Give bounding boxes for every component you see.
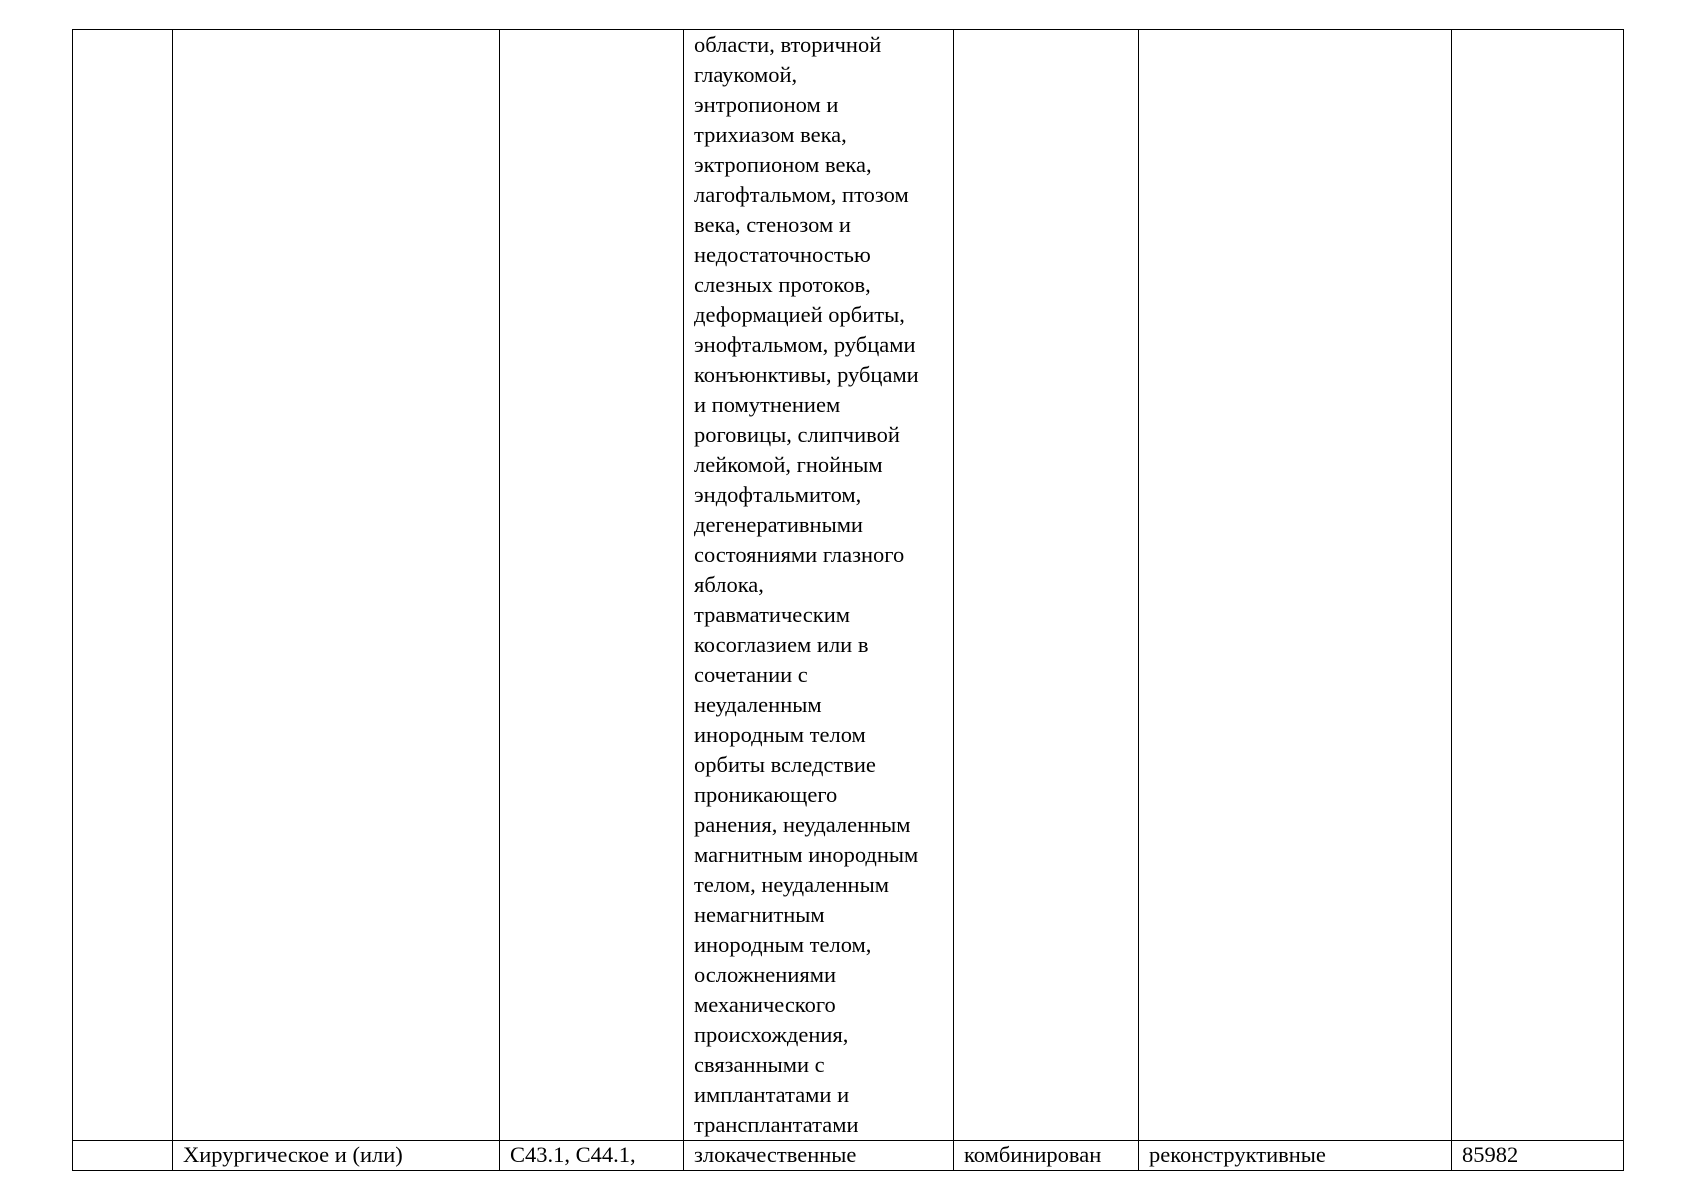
cell-patient-model [684,30,954,1141]
cell-cost [1452,30,1624,1141]
text-line: роговицы, слипчивой [694,422,900,447]
text-line: энтропионом и [694,92,839,117]
text-line: эктропионом века, [694,152,872,177]
text-line: механического [694,992,836,1017]
text-line: недостаточностью [694,242,871,267]
text-line: энофтальмом, рубцами [694,332,916,357]
document-table [72,29,1624,1171]
cell-treatment-type [954,30,1139,1141]
table-row-continuation [73,30,1624,1141]
text-line: немагнитным [694,902,825,927]
cell-cost: 85982 [1452,1141,1624,1171]
text-line: сочетании с [694,662,808,687]
text-line: яблока, [694,572,764,597]
text-line: ранения, неудаленным [694,812,911,837]
text-line: инородным телом, [694,932,872,957]
text-line: трансплантатами [694,1112,859,1137]
text-line: орбиты вследствие [694,752,876,777]
text-line: осложнениями [694,962,836,987]
text-line: магнитным инородным [694,842,919,867]
cell-icd-codes: C43.1, C44.1, [500,1141,684,1171]
text-line: и помутнением [694,392,841,417]
text-line: дегенеративными [694,512,863,537]
text-line: инородным телом [694,722,866,747]
text-line: эндофтальмитом, [694,482,862,507]
text-line: лагофтальмом, птозом [694,182,909,207]
cell-care-type [173,30,500,1141]
cell-number [73,1141,173,1171]
text-line: слезных протоков, [694,272,871,297]
text-line: глаукомой, [694,62,798,87]
text-line: области, вторичной [694,32,882,57]
text-line: лейкомой, гнойным [694,452,883,477]
text-line: косоглазием или в [694,632,869,657]
cell-treatment-method [1139,30,1452,1141]
text-line: конъюнктивы, рубцами [694,362,919,387]
text-line: связанными с [694,1052,825,1077]
text-line: происхождения, [694,1022,849,1047]
text-line: трихиазом века, [694,122,847,147]
cell-treatment-type: комбинирован [954,1141,1139,1171]
text-line: травматическим [694,602,851,627]
patient-model-text [694,30,953,1140]
text-line: состояниями глазного [694,542,905,567]
cell-icd-codes [500,30,684,1141]
text-line: века, стенозом и [694,212,851,237]
text-line: проникающего [694,782,838,807]
cell-care-type: Хирургическое и (или) [173,1141,500,1171]
text-line: имплантатами и [694,1082,850,1107]
cell-patient-model: злокачественные [684,1141,954,1171]
table-row [73,1141,1624,1171]
text-line: неудаленным [694,692,822,717]
cell-number [73,30,173,1141]
text-line: телом, неудаленным [694,872,889,897]
cell-treatment-method: реконструктивные [1139,1141,1452,1171]
text-line: деформацией орбиты, [694,302,905,327]
